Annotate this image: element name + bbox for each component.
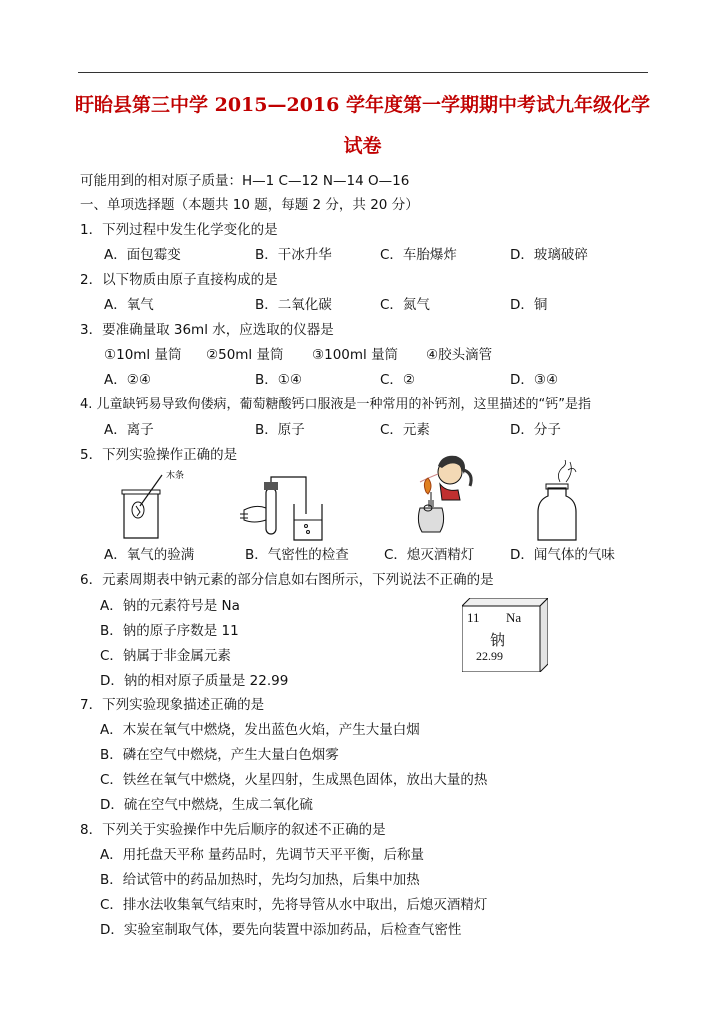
option-a: A．②④: [104, 372, 151, 388]
option-d: D．硫在空气中燃烧，生成二氧化硫: [100, 797, 313, 813]
option-c: C．元素: [380, 422, 430, 438]
option-d: D．实验室制取气体，要先向装置中添加药品，后检查气密性: [100, 922, 462, 938]
option-a: A．氧气: [104, 297, 154, 313]
instrument-2: ②50ml 量筒: [206, 347, 284, 363]
exam-title-line2: 试卷: [343, 135, 382, 157]
option-b: B．钠的原子序数是 11: [100, 623, 239, 639]
sodium-element-card: [462, 598, 548, 672]
option-c: C．②: [380, 372, 416, 388]
exam-title-line1: 盱眙县第三中学 2015—2016 学年度第一学期期中考试九年级化学: [75, 94, 650, 116]
option-b: B．磷在空气中燃烧，产生大量白色烟雾: [100, 747, 339, 763]
option-a: A．用托盘天平称 量药品时，先调节天平平衡，后称量: [100, 847, 425, 863]
option-b: B．①④: [255, 372, 302, 388]
option-b: B．给试管中的药品加热时，先均匀加热，后集中加热: [100, 872, 420, 888]
element-name: 钠: [490, 631, 506, 649]
option-d: D．分子: [510, 422, 561, 438]
option-c: C．熄灭酒精灯: [384, 547, 475, 563]
option-a: A．离子: [104, 422, 154, 438]
smell-gas-figure: [530, 460, 590, 546]
option-d: D．钠的相对原子质量是 22.99: [100, 673, 289, 689]
question-1-stem: 1．下列过程中发生化学变化的是: [80, 222, 278, 238]
question-4-stem: 4. 儿童缺钙易导致佝偻病，葡萄糖酸钙口服液是一种常用的补钙剂，这里描述的“钙”是指: [80, 397, 592, 412]
option-b: B．气密性的检查: [245, 547, 349, 563]
section-heading: 一、单项选择题（本题共 10 题，每题 2 分，共 20 分）: [80, 197, 419, 213]
atomic-mass: 22.99: [476, 649, 503, 663]
airtightness-figure: [236, 474, 336, 546]
oxygen-test-figure: [110, 466, 200, 544]
option-d: D．③④: [510, 372, 559, 388]
option-c: C．铁丝在氧气中燃烧，火星四射，生成黑色固体，放出大量的热: [100, 772, 488, 788]
blow-lamp-figure: [398, 452, 478, 544]
header-rule: [78, 72, 648, 73]
option-c: C．车胎爆炸: [380, 247, 457, 263]
atomic-masses: 可能用到的相对原子质量：H—1 C—12 N—14 O—16: [80, 173, 410, 189]
atomic-number: 11: [467, 610, 480, 625]
instrument-3: ③100ml 量筒: [312, 347, 399, 363]
instrument-4: ④胶头滴管: [426, 347, 493, 363]
option-a: A．面包霉变: [104, 247, 181, 263]
question-8-stem: 8．下列关于实验操作中先后顺序的叙述不正确的是: [80, 822, 386, 838]
option-a: A．钠的元素符号是 Na: [100, 598, 240, 614]
question-7-stem: 7．下列实验现象描述正确的是: [80, 697, 265, 713]
option-c: C．排水法收集氧气结束时，先将导管从水中取出，后熄灭酒精灯: [100, 897, 488, 913]
option-c: C．氮气: [380, 297, 430, 313]
option-d: D．铜: [510, 297, 548, 313]
question-6-stem: 6．元素周期表中钠元素的部分信息如右图所示，下列说法不正确的是: [80, 572, 494, 588]
wood-stick-label: 木条: [166, 471, 185, 481]
question-5-stem: 5．下列实验操作正确的是: [80, 447, 238, 463]
option-a: A．氧气的验满: [104, 547, 195, 563]
option-c: C．钠属于非金属元素: [100, 648, 231, 664]
element-symbol: Na: [506, 610, 522, 625]
option-d: D．闻气体的气味: [510, 547, 615, 563]
question-2-stem: 2．以下物质由原子直接构成的是: [80, 272, 278, 288]
option-a: A．木炭在氧气中燃烧，发出蓝色火焰，产生大量白烟: [100, 722, 420, 738]
question-3-stem: 3．要准确量取 36ml 水，应选取的仪器是: [80, 322, 334, 338]
option-b: B．原子: [255, 422, 305, 438]
option-b: B．二氧化碳: [255, 297, 332, 313]
option-b: B．干冰升华: [255, 247, 332, 263]
option-d: D．玻璃破碎: [510, 247, 588, 263]
instrument-1: ①10ml 量筒: [104, 347, 182, 363]
